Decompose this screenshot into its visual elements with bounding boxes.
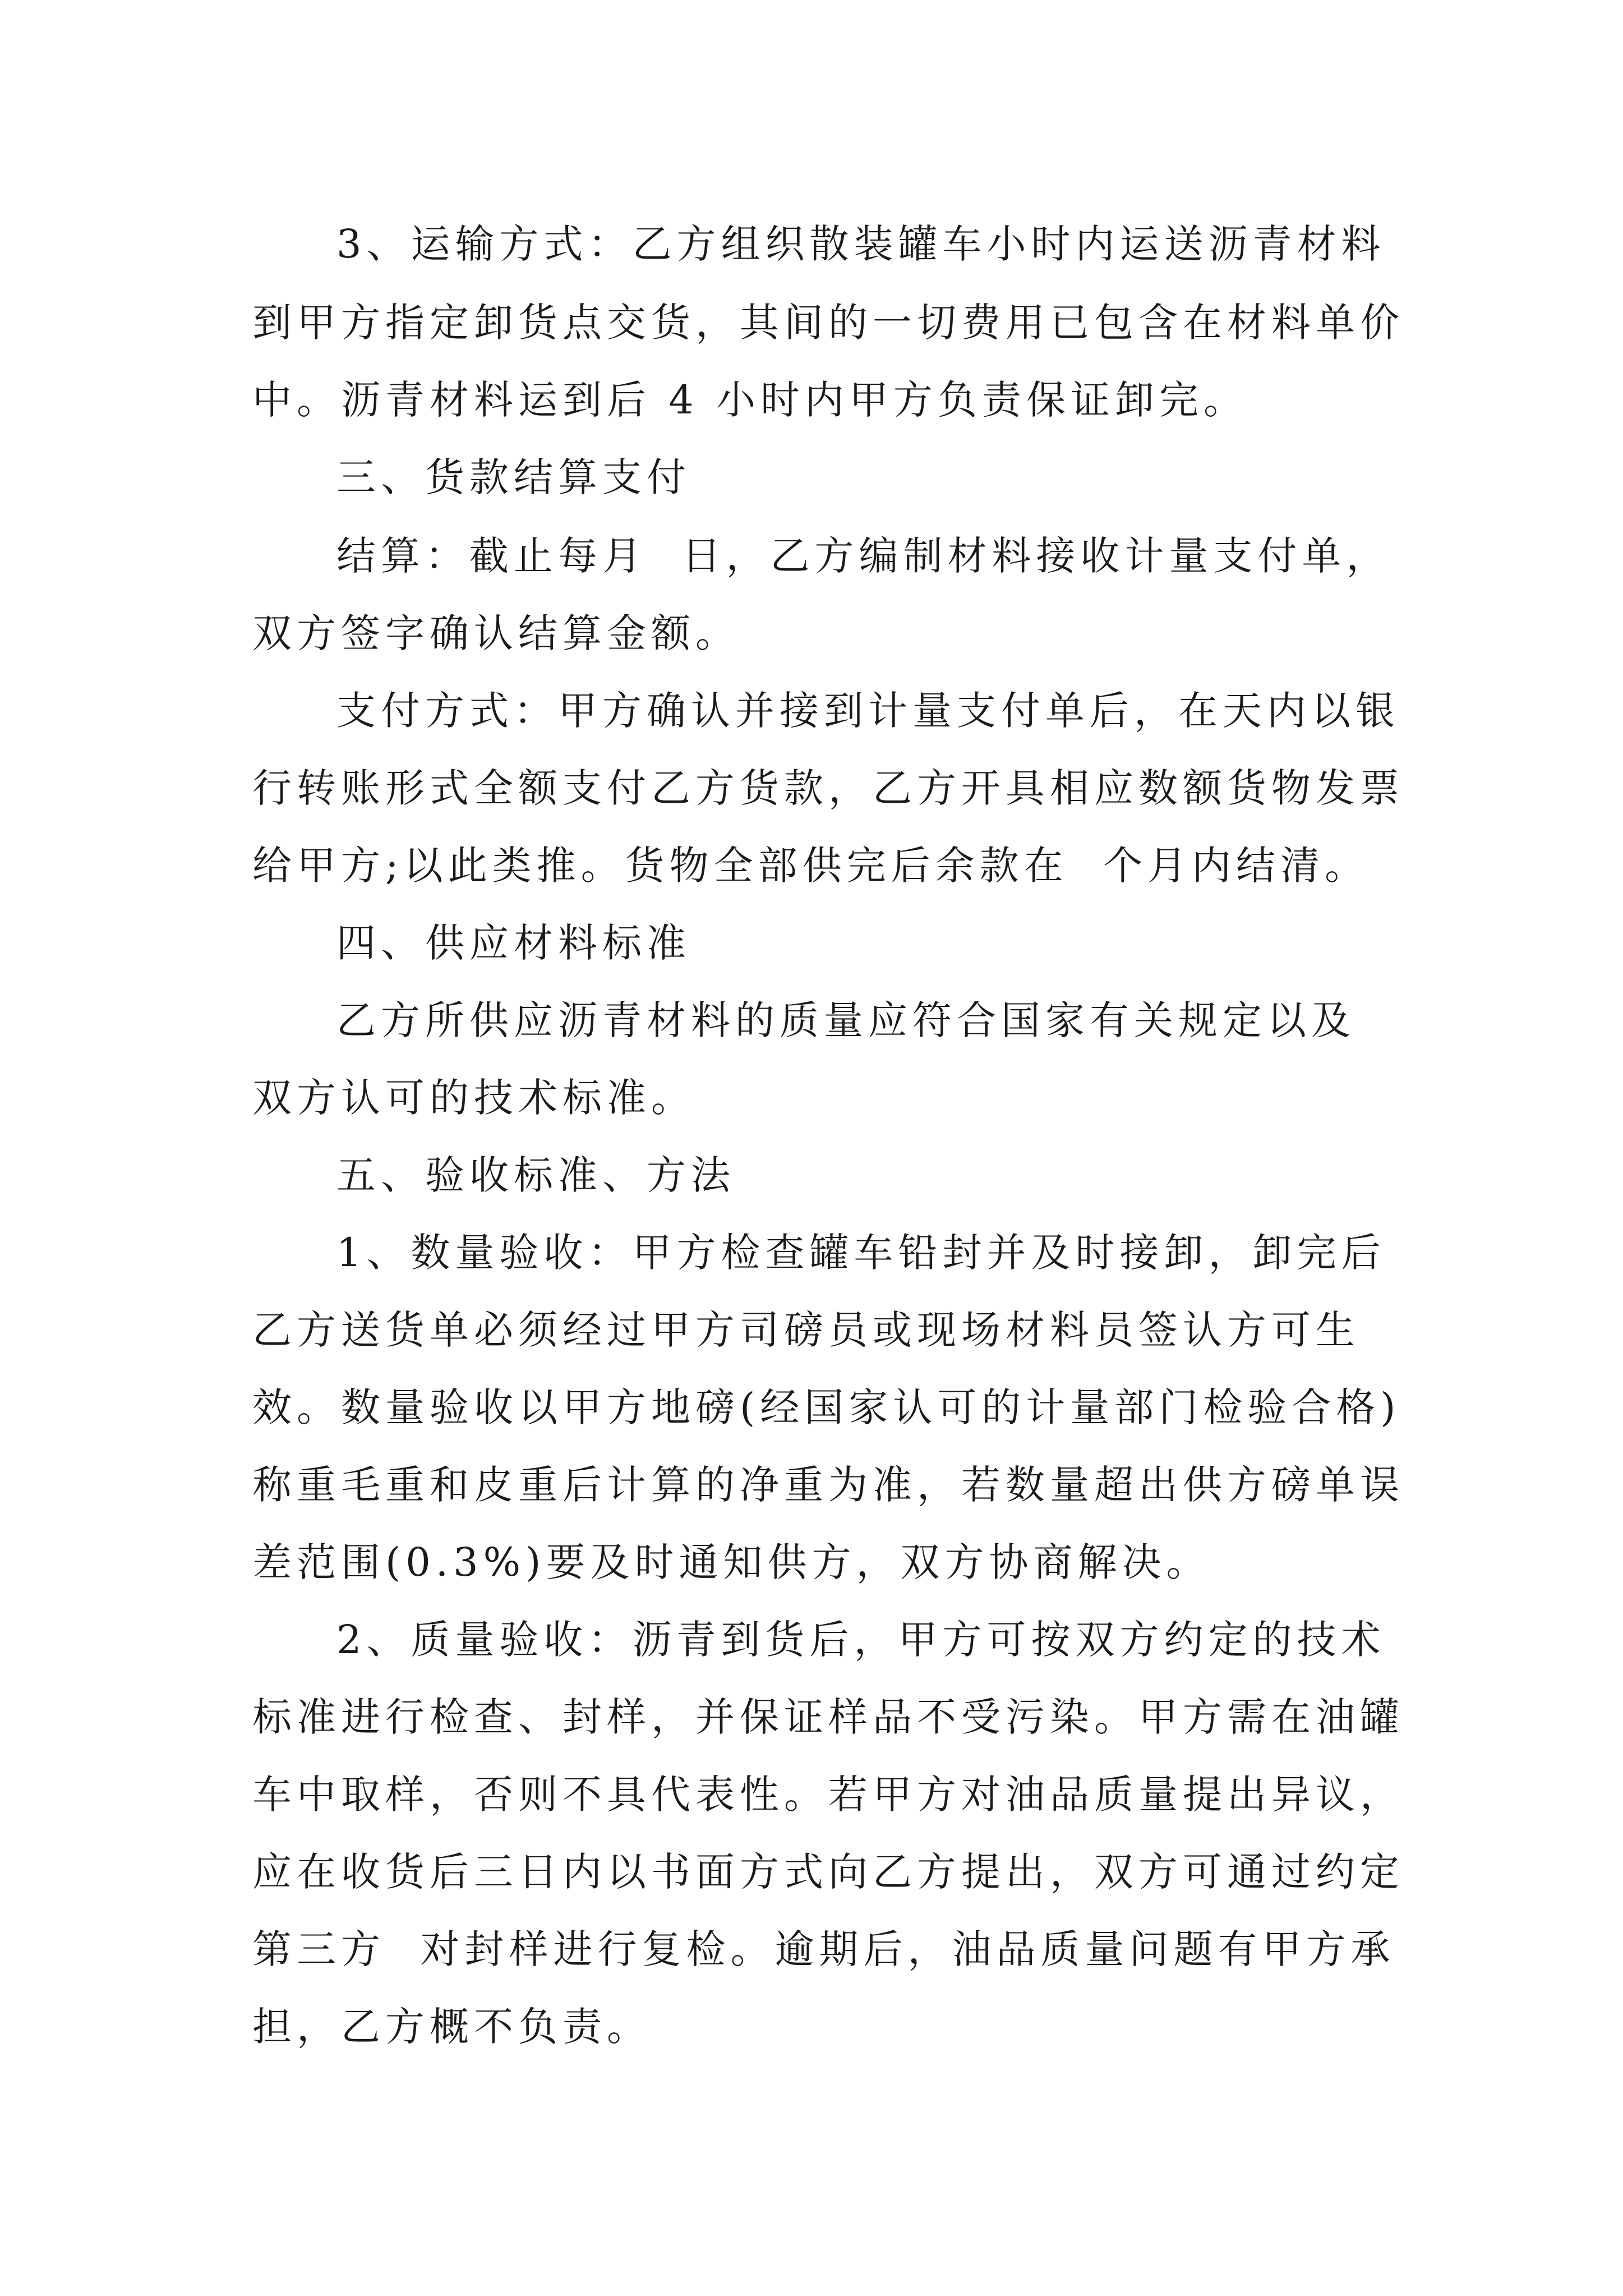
text-line: 到甲方指定卸货点交货，其间的一切费用已包含在材料单价 bbox=[252, 300, 1404, 346]
section-heading: 四、供应材料标准 bbox=[336, 920, 691, 966]
text-line: 车中取样，否则不具代表性。若甲方对油品质量提出异议， bbox=[252, 1772, 1404, 1818]
text-line: 中。沥青材料运到后 4 小时内甲方负责保证卸完。 bbox=[252, 377, 1248, 423]
text-line: 结算：截止每月 日，乙方编制材料接收计量支付单， bbox=[336, 533, 1391, 579]
text-line: 双方认可的技术标准。 bbox=[252, 1075, 695, 1121]
text-line: 行转账形式全额支付乙方货款，乙方开具相应数额货物发票 bbox=[252, 765, 1404, 811]
text-line: 乙方所供应沥青材料的质量应符合国家有关规定以及 bbox=[336, 997, 1355, 1043]
text-line: 担，乙方概不负责。 bbox=[252, 2004, 651, 2050]
text-line: 第三方 对封样进行复检。逾期后，油品质量问题有甲方承 bbox=[252, 1926, 1395, 1972]
text-line: 差范围(0.3%)要及时通知供方，双方协商解决。 bbox=[252, 1539, 1211, 1585]
text-line: 乙方送货单必须经过甲方司磅员或现场材料员签认方可生 bbox=[252, 1307, 1360, 1353]
text-line: 给甲方;以此类推。货物全部供完后余款在 个月内结清。 bbox=[252, 843, 1370, 889]
text-line: 效。数量验收以甲方地磅(经国家认可的计量部门检验合格) bbox=[252, 1384, 1401, 1430]
section-heading: 五、验收标准、方法 bbox=[336, 1152, 735, 1198]
text-line: 3、运输方式：乙方组织散装罐车小时内运送沥青材料 bbox=[336, 221, 1386, 267]
text-line: 称重毛重和皮重后计算的净重为准，若数量超出供方磅单误 bbox=[252, 1462, 1404, 1508]
text-line: 应在收货后三日内以书面方式向乙方提出，双方可通过约定 bbox=[252, 1849, 1404, 1895]
text-line: 支付方式：甲方确认并接到计量支付单后，在天内以银 bbox=[336, 688, 1400, 734]
text-line: 标准进行检查、封样，并保证样品不受污染。甲方需在油罐 bbox=[252, 1694, 1404, 1740]
text-line: 双方签字确认结算金额。 bbox=[252, 610, 740, 656]
text-line: 1、数量验收：甲方检查罐车铅封并及时接卸，卸完后 bbox=[336, 1230, 1386, 1276]
section-heading: 三、货款结算支付 bbox=[336, 454, 691, 500]
text-line: 2、质量验收：沥青到货后，甲方可按双方约定的技术 bbox=[336, 1617, 1386, 1663]
